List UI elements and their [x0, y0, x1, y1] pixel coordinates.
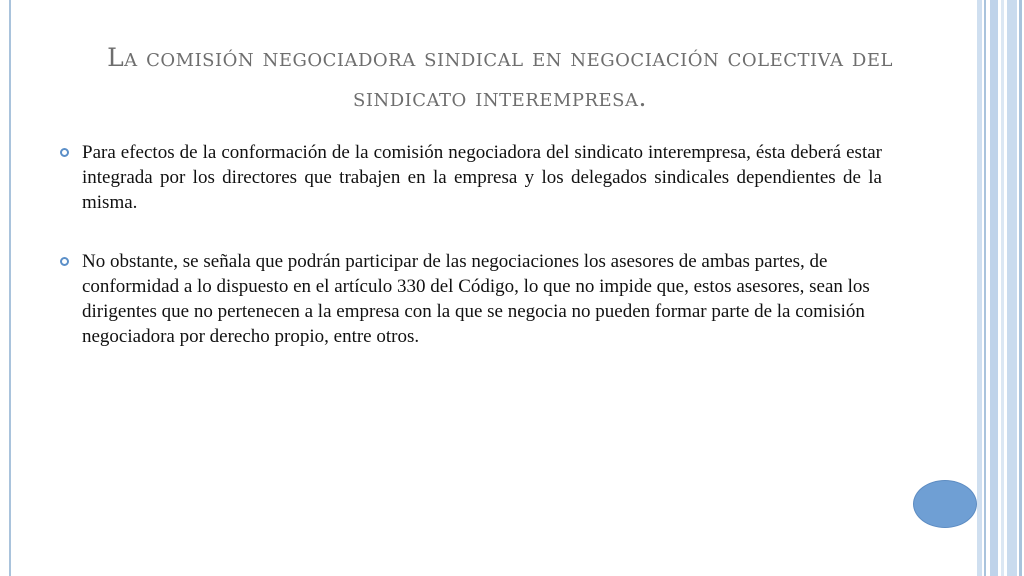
bullet-item [60, 249, 882, 349]
decorative-circle [913, 480, 977, 528]
stripe [1019, 0, 1022, 576]
ring-bullet-icon [60, 257, 69, 266]
stripe [1001, 0, 1004, 576]
stripe [977, 0, 982, 576]
left-border-line [9, 0, 11, 576]
stripe [984, 0, 986, 576]
stripe [1007, 0, 1017, 576]
bullet-text: No obstante, se señala que podrán participar de las negociaciones los asesores de ambas partes, de conformidad a lo dispuesto en el artículo 330 del Código, lo que no impide que, estos asesores, sean los dirigentes que no pertenecen a la empresa con la que se negocia no pueden formar parte de la comisión negociadora por derecho propio, entre otros. [82, 251, 870, 347]
slide-title: La comisión negociadora sindical en negociación colectiva del sindicato interempresa. [107, 43, 893, 112]
stripe [990, 0, 998, 576]
bullet-item [60, 140, 882, 215]
ring-bullet-icon [60, 148, 69, 157]
bullet-text: Para efectos de la conformación de la comisión negociadora del sindicato interempresa, ésta deberá estar integrada por los directores que trabajen en la empresa y los delegados sindicales dependientes de la misma. [82, 142, 882, 213]
bullet-list [60, 140, 882, 383]
